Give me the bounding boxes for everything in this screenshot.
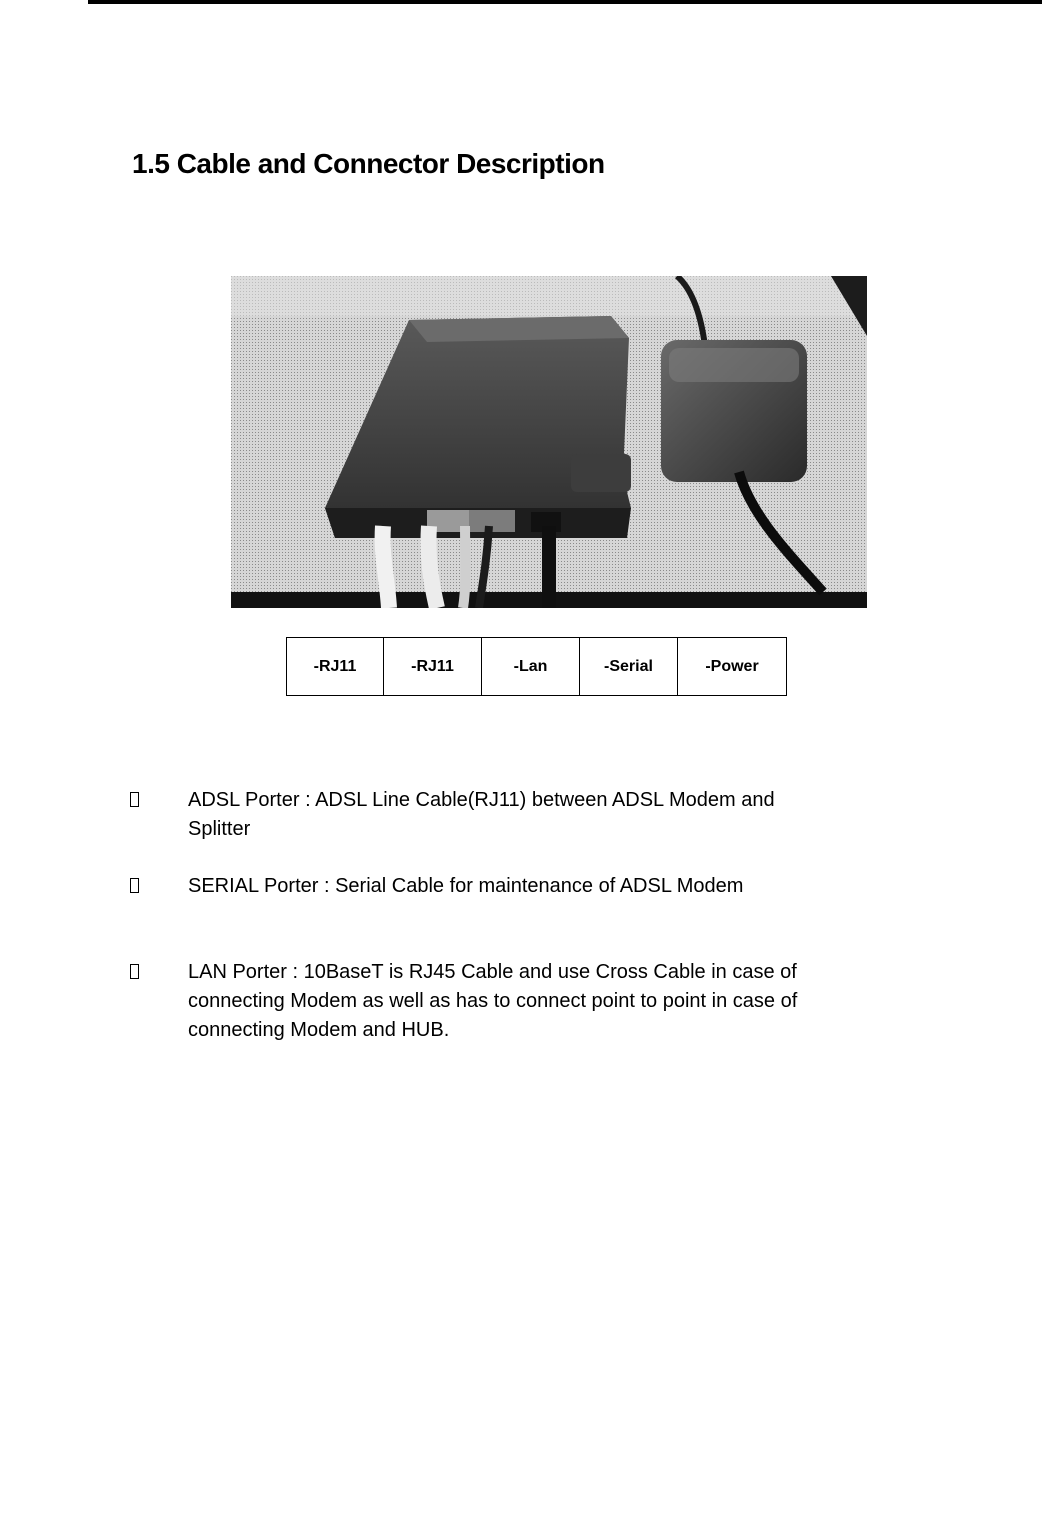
description-line: SERIAL Porter : Serial Cable for maintenance of ADSL Modem: [188, 875, 744, 897]
serial-porter-description: [130, 872, 960, 901]
description-line: ADSL Porter : ADSL Line Cable(RJ11) between ADSL Modem and: [188, 789, 775, 811]
description-line: LAN Porter : 10BaseT is RJ45 Cable and use Cross Cable in case of: [188, 961, 797, 983]
connector-label-power: -Power: [678, 638, 787, 696]
connector-label-rj11-2: -RJ11: [384, 638, 482, 696]
adsl-modem-photo: [231, 276, 867, 608]
bullet-box-icon: [130, 878, 139, 893]
adsl-porter-description: [130, 786, 960, 844]
connector-label-table: [286, 637, 787, 696]
description-line: connecting Modem and HUB.: [188, 1019, 450, 1041]
connector-label-serial: -Serial: [580, 638, 678, 696]
lan-porter-description: [130, 958, 960, 1045]
description-line: connecting Modem as well as has to connect point to point in case of: [188, 990, 798, 1012]
connector-label-lan: -Lan: [482, 638, 580, 696]
connector-label-rj11-1: -RJ11: [287, 638, 384, 696]
bullet-box-icon: [130, 964, 139, 979]
bullet-box-icon: [130, 792, 139, 807]
top-rule: [88, 0, 1042, 4]
page-title: 1.5 Cable and Connector Description: [132, 148, 605, 179]
description-line: Splitter: [188, 818, 251, 840]
